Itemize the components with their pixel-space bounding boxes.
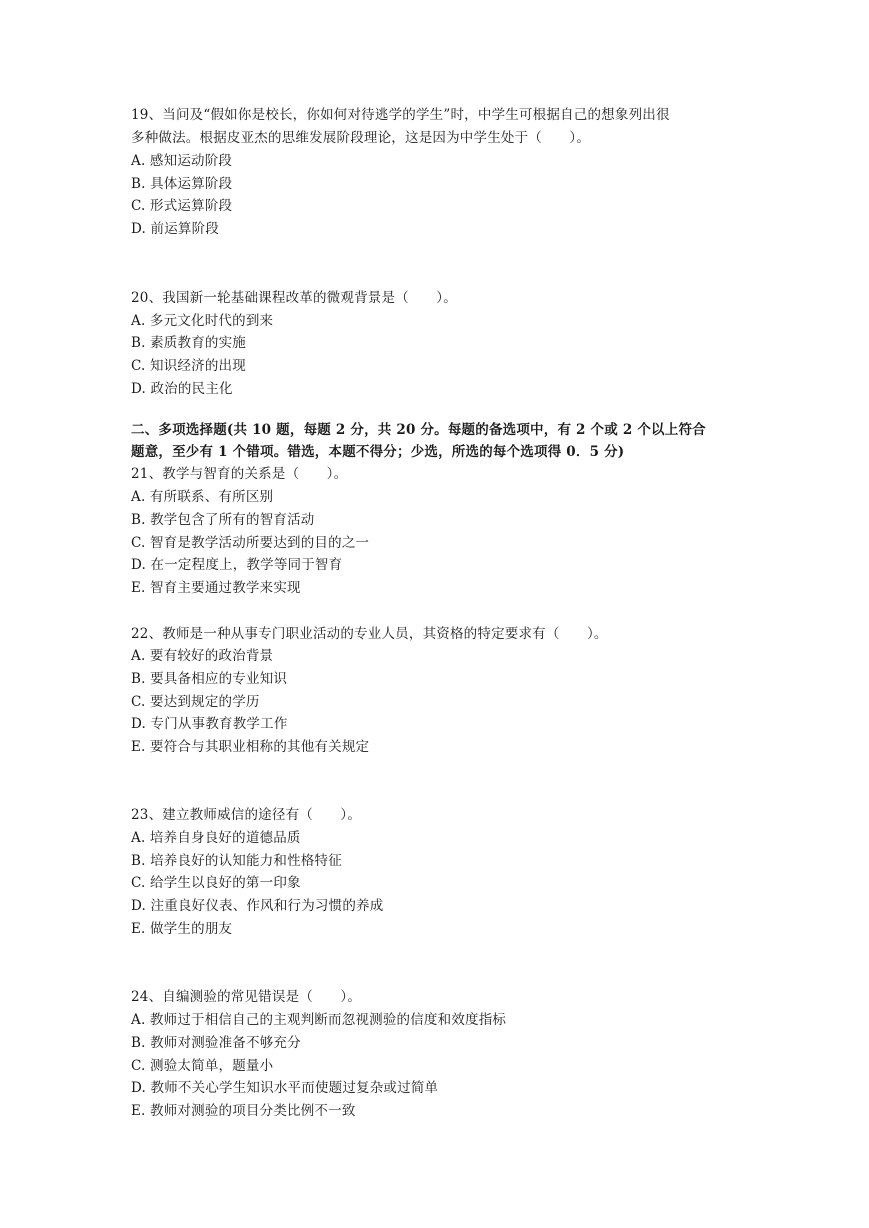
- question-20-stem: 20、我国新一轮基础课程改革的微观背景是（ ）。: [131, 290, 457, 306]
- question-24-option-e: E. 教师对测验的项目分类比例不一致: [131, 1103, 356, 1119]
- question-19-option-d: D. 前运算阶段: [131, 221, 220, 237]
- question-20-option-d: D. 政治的民主化: [131, 381, 233, 397]
- question-24-stem: 24、自编测验的常见错误是（ ）。: [131, 989, 362, 1005]
- question-20-option-c: C. 知识经济的出现: [131, 358, 246, 374]
- question-21-option-d: D. 在一定程度上，教学等同于智育: [131, 557, 343, 573]
- question-21-stem: 21、教学与智育的关系是（ ）。: [131, 466, 348, 482]
- question-20-option-b: B. 素质教育的实施: [131, 335, 247, 351]
- question-20-option-a: A. 多元文化时代的到来: [131, 313, 274, 329]
- question-24-option-d: D. 教师不关心学生知识水平而使题过复杂或过简单: [131, 1080, 439, 1096]
- question-21-option-b: B. 教学包含了所有的智育活动: [131, 512, 315, 528]
- section-2-heading-line-2: 题意，至少有 1 个错项。错选，本题不得分；少选，所选的每个选项得 0．5 分): [131, 444, 625, 460]
- question-19-stem-line-1: 19、当问及“假如你是校长，你如何对待逃学的学生”时，中学生可根据自己的想象列出很: [131, 107, 670, 123]
- question-23-option-b: B. 培养良好的认知能力和性格特征: [131, 853, 342, 869]
- question-19-option-c: C. 形式运算阶段: [131, 198, 233, 214]
- question-21-option-e: E. 智育主要通过教学来实现: [131, 580, 301, 596]
- question-22-option-d: D. 专门从事教育教学工作: [131, 716, 288, 732]
- question-23-stem: 23、建立教师威信的途径有（ ）。: [131, 807, 362, 823]
- question-22-option-c: C. 要达到规定的学历: [131, 694, 260, 710]
- question-19-option-a: A. 感知运动阶段: [131, 153, 233, 169]
- question-24-option-a: A. 教师过于相信自己的主观判断而忽视测验的信度和效度指标: [131, 1012, 507, 1028]
- question-19-stem-line-2: 多种做法。根据皮亚杰的思维发展阶段理论，这是因为中学生处于（ ）。: [131, 130, 591, 146]
- question-24-option-c: C. 测验太简单，题量小: [131, 1058, 274, 1074]
- question-21-option-c: C. 智育是教学活动所要达到的目的之一: [131, 535, 370, 551]
- question-23-option-a: A. 培养自身良好的道德品质: [131, 830, 301, 846]
- section-2-heading-line-1: 二、多项选择题(共 10 题，每题 2 分，共 20 分。每题的备选项中，有 2 个或 2 个以上符合: [131, 422, 706, 438]
- question-19-option-b: B. 具体运算阶段: [131, 176, 233, 192]
- question-22-option-e: E. 要符合与其职业相称的其他有关规定: [131, 739, 370, 755]
- question-21-option-a: A. 有所联系、有所区别: [131, 489, 274, 505]
- question-24-option-b: B. 教师对测验准备不够充分: [131, 1035, 301, 1051]
- question-22-stem: 22、教师是一种从事专门职业活动的专业人员，其资格的特定要求有（ ）。: [131, 626, 608, 642]
- question-23-option-e: E. 做学生的朋友: [131, 921, 233, 937]
- question-22-option-a: A. 要有较好的政治背景: [131, 648, 274, 664]
- question-22-option-b: B. 要具备相应的专业知识: [131, 671, 288, 687]
- question-23-option-c: C. 给学生以良好的第一印象: [131, 875, 301, 891]
- question-23-option-d: D. 注重良好仪表、作风和行为习惯的养成: [131, 898, 384, 914]
